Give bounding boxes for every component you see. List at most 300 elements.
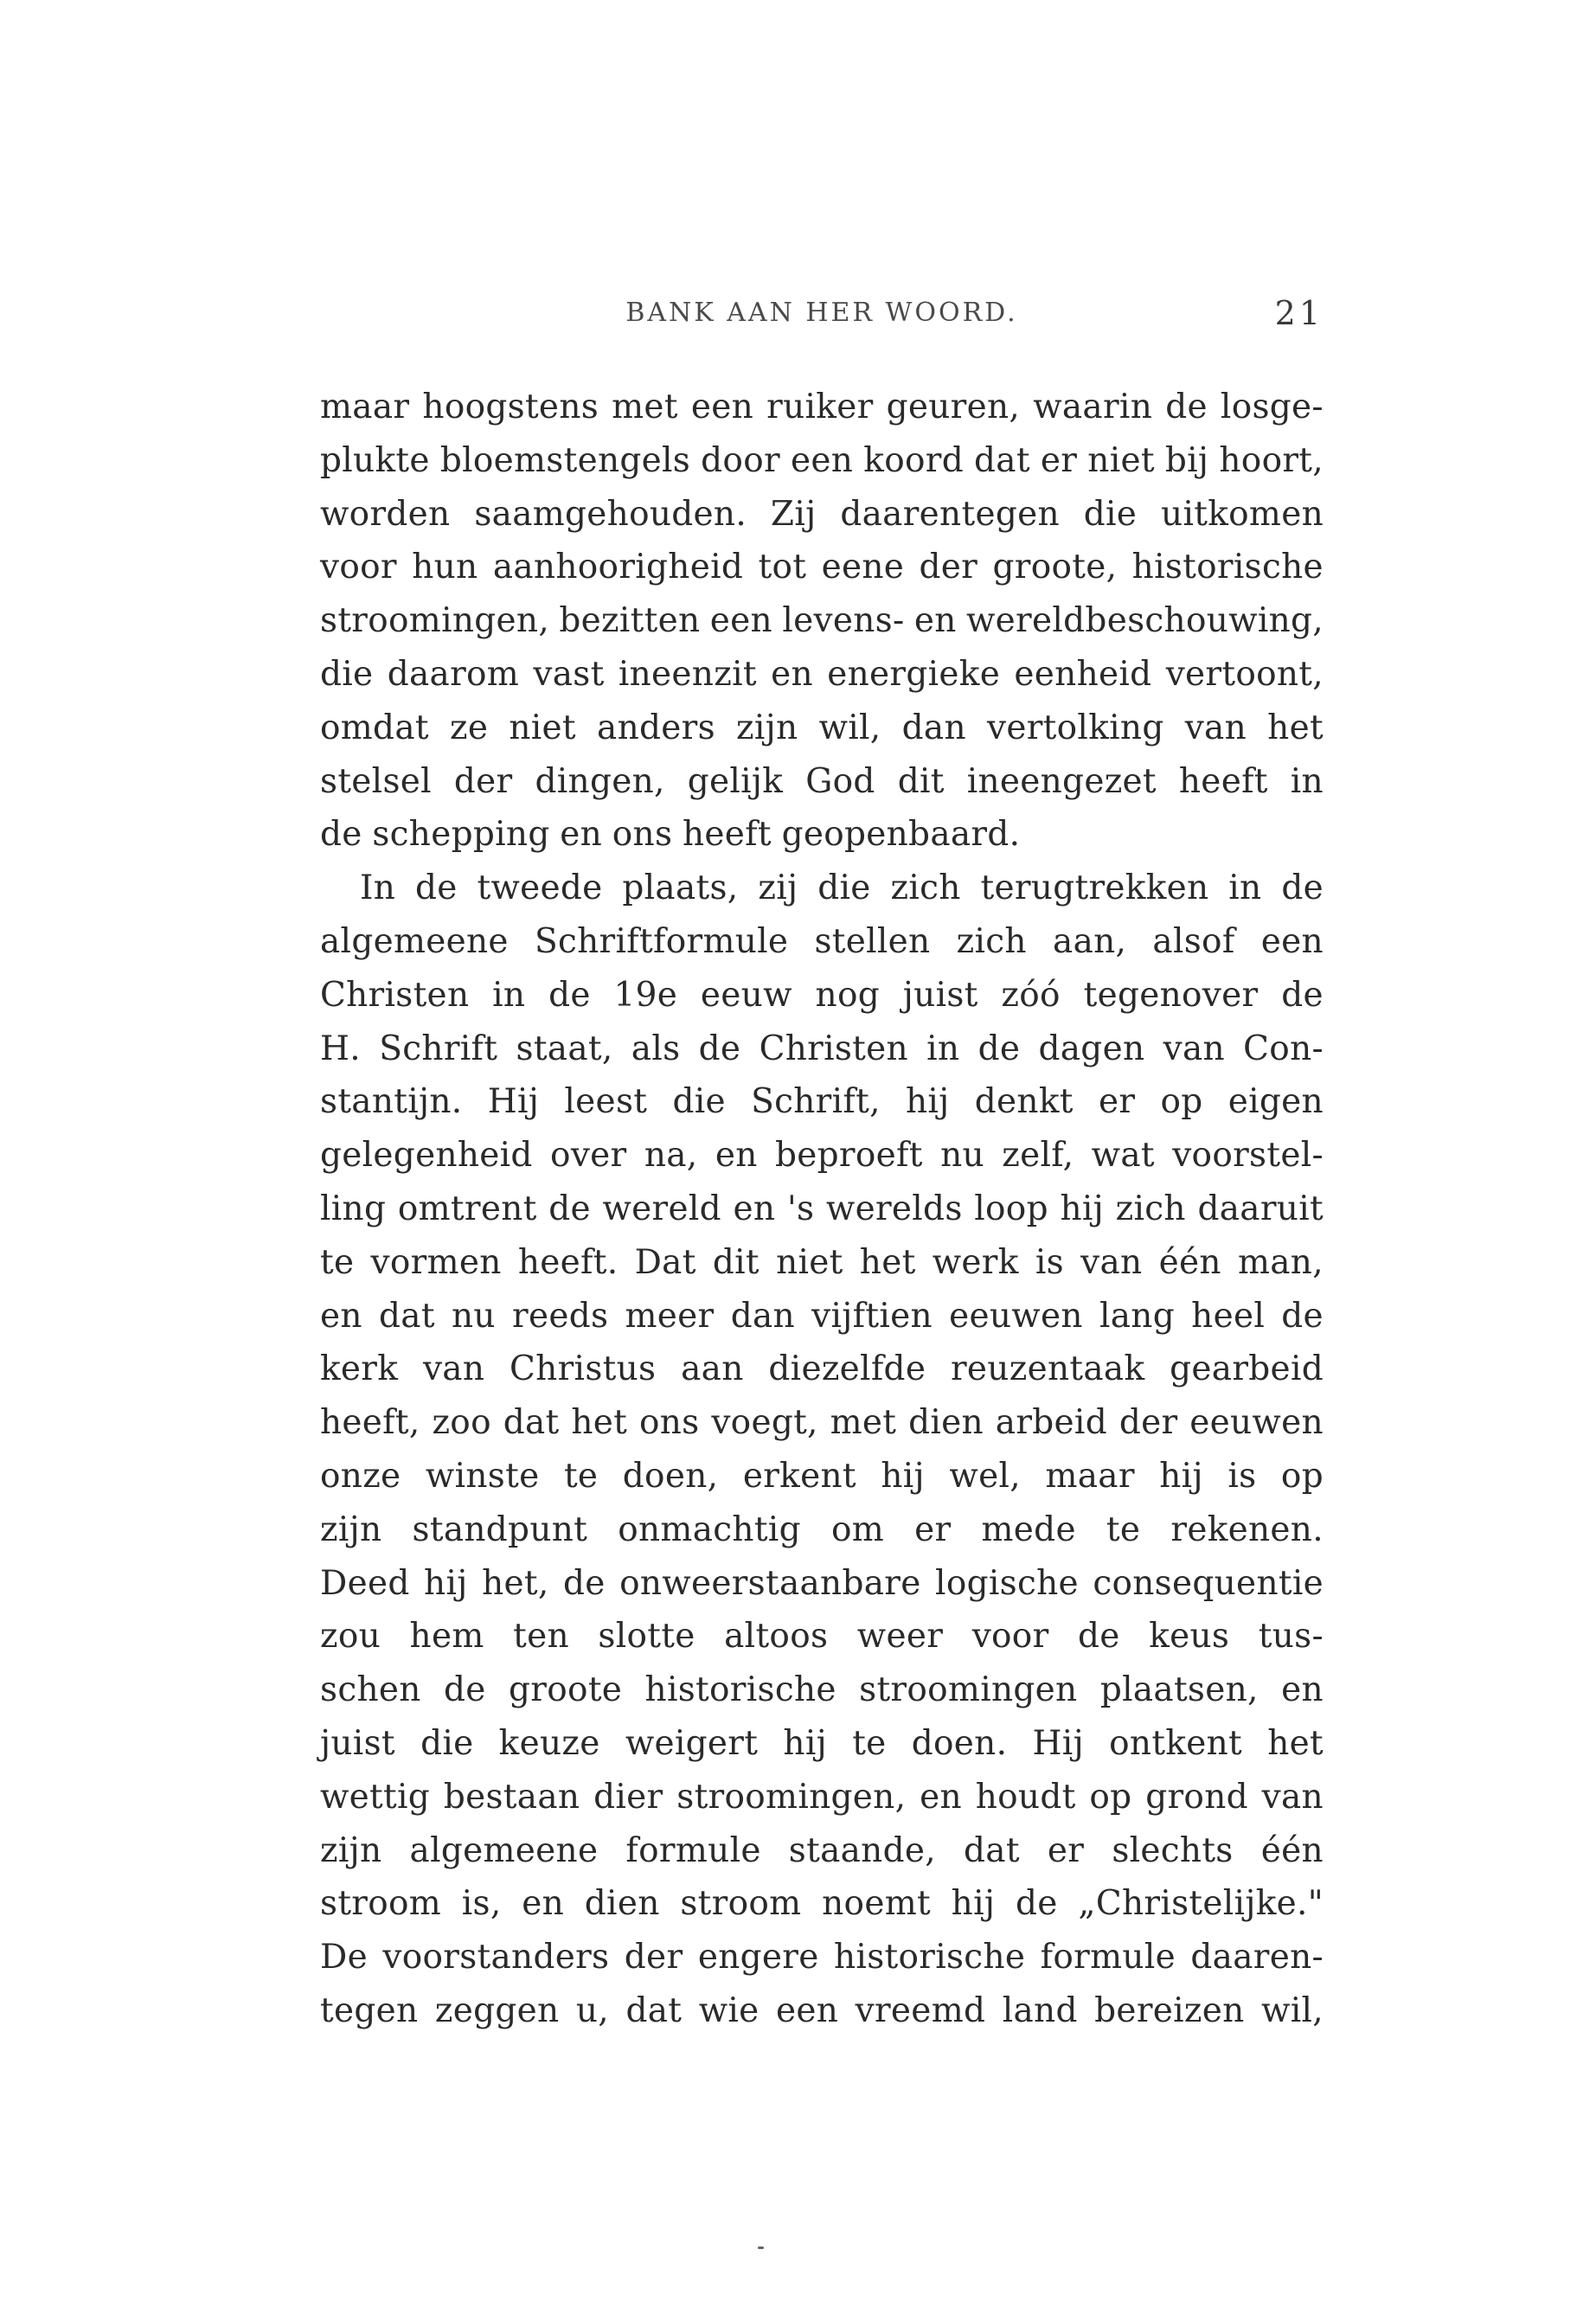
word: heeft xyxy=(682,815,772,855)
word: zoo xyxy=(432,1403,491,1443)
word: en xyxy=(920,1777,962,1817)
word: daarentegen xyxy=(840,494,1060,534)
word: stroom xyxy=(680,1884,802,1924)
word: rekenen. xyxy=(1170,1509,1324,1549)
word: de xyxy=(444,1670,486,1710)
word: consequentie xyxy=(1093,1563,1324,1603)
word: dat xyxy=(379,1296,435,1336)
word: in xyxy=(1228,868,1262,908)
word: wie xyxy=(698,1990,760,2030)
text-line xyxy=(320,381,1324,434)
text-line xyxy=(320,488,1324,542)
word: weigert xyxy=(625,1723,759,1763)
word: met xyxy=(612,388,678,426)
word: losge- xyxy=(1220,388,1324,426)
word: zeggen xyxy=(434,1990,560,2030)
word: bij xyxy=(1164,440,1209,480)
word: die xyxy=(320,654,374,694)
word: niet xyxy=(509,708,576,747)
word: wereldbeschouwing, xyxy=(966,601,1324,641)
text-line xyxy=(320,915,1324,969)
word: te xyxy=(320,1242,355,1282)
word: de xyxy=(977,1029,1021,1068)
word: werelds xyxy=(825,1189,963,1228)
word: staat, xyxy=(516,1029,613,1068)
word: u, xyxy=(575,1990,610,2030)
word: stroomingen, xyxy=(676,1777,907,1817)
word: plaatsen, xyxy=(1099,1670,1259,1710)
word: met xyxy=(830,1403,897,1443)
word: wereld xyxy=(602,1189,721,1228)
word: voorstanders xyxy=(382,1938,610,1977)
word: en xyxy=(733,1189,776,1228)
text-line xyxy=(320,702,1324,755)
word: bereizen xyxy=(1094,1990,1245,2030)
text-line xyxy=(320,969,1324,1022)
word: hij xyxy=(1060,1189,1105,1228)
word: plukte xyxy=(320,440,430,480)
word: leest xyxy=(564,1082,648,1122)
word: terugtrekken xyxy=(980,868,1209,908)
word: tweede xyxy=(477,868,603,908)
word: onmachtig xyxy=(618,1509,801,1549)
word: der xyxy=(919,548,978,587)
word: erkent xyxy=(742,1456,856,1496)
word: heeft xyxy=(1178,761,1268,801)
print-speck xyxy=(758,2247,764,2249)
word: anders xyxy=(597,708,715,747)
word: logische xyxy=(935,1563,1079,1603)
word: eenheid xyxy=(1014,654,1152,694)
word: dan xyxy=(901,708,966,747)
word: engere xyxy=(697,1938,819,1977)
word: hij xyxy=(881,1456,925,1496)
word: omdat xyxy=(320,708,429,747)
text-line xyxy=(320,1290,1324,1343)
word: wettig xyxy=(320,1777,431,1817)
word: één xyxy=(1260,1830,1324,1870)
word: zelf, xyxy=(1002,1136,1074,1176)
word: is xyxy=(1227,1456,1257,1496)
word: de xyxy=(1165,388,1208,426)
word: door xyxy=(701,440,780,480)
word: de xyxy=(414,868,458,908)
word: dat xyxy=(625,1990,683,2030)
word: geopenbaard. xyxy=(781,815,1021,855)
word: voegt, xyxy=(711,1403,818,1443)
word: dat xyxy=(503,1403,560,1443)
text-line xyxy=(320,1877,1324,1931)
word: arbeid xyxy=(995,1403,1107,1443)
word: het, xyxy=(482,1563,549,1603)
word: Zij xyxy=(770,494,817,534)
word: doen. xyxy=(911,1723,1008,1763)
word: De xyxy=(320,1938,368,1977)
word: dat xyxy=(974,440,1030,480)
word: God xyxy=(805,761,875,801)
word: meer xyxy=(625,1296,715,1336)
word: worden xyxy=(320,494,451,534)
word: Dat xyxy=(634,1242,696,1282)
word: zijn xyxy=(320,1830,382,1870)
word: niet xyxy=(776,1242,843,1282)
running-title: BANK AAN HER WOORD. xyxy=(625,298,1018,328)
word: zich xyxy=(956,921,1027,961)
text-line xyxy=(320,1557,1324,1611)
word: heel xyxy=(1191,1296,1266,1336)
word: Christen xyxy=(759,1029,908,1068)
word: hoort, xyxy=(1219,440,1324,480)
text-line xyxy=(320,1610,1324,1663)
word: geuren, xyxy=(886,388,1021,426)
text-line xyxy=(320,1450,1324,1503)
word: reuzentaak xyxy=(950,1349,1145,1389)
word: dingen, xyxy=(535,761,665,801)
word: groote, xyxy=(992,548,1118,587)
word: waarin xyxy=(1033,388,1153,426)
word: over xyxy=(550,1136,627,1176)
word: zijn xyxy=(736,708,798,747)
word: wat xyxy=(1091,1136,1155,1176)
word: één xyxy=(1158,1242,1221,1282)
word: der xyxy=(1118,1403,1178,1443)
word: heeft. xyxy=(517,1242,619,1282)
word: „Christelijke." xyxy=(1078,1884,1324,1924)
word: een xyxy=(709,601,772,641)
word: diezelfde xyxy=(768,1349,926,1389)
word: reeds xyxy=(512,1296,609,1336)
word: man, xyxy=(1237,1242,1324,1282)
word: standpunt xyxy=(412,1509,588,1549)
word: de xyxy=(320,815,362,855)
word: onze xyxy=(320,1456,401,1496)
word: onweerstaanbare xyxy=(619,1563,921,1603)
word: dier xyxy=(593,1777,663,1817)
word: tus- xyxy=(1258,1617,1324,1657)
word: tot xyxy=(758,548,807,587)
word: zich xyxy=(1115,1189,1186,1228)
word: beproeft xyxy=(775,1136,923,1176)
word: staande, xyxy=(788,1830,936,1870)
word: hij xyxy=(783,1723,828,1763)
word: daaruit xyxy=(1197,1189,1324,1228)
word: stroomingen xyxy=(859,1670,1078,1710)
word: een xyxy=(1260,921,1324,961)
word: tegen xyxy=(320,1990,419,2030)
word: energieke xyxy=(827,654,1001,694)
word: 's xyxy=(786,1189,815,1228)
word: en xyxy=(522,1884,565,1924)
text-line xyxy=(320,1771,1324,1824)
word: stroomingen, xyxy=(320,601,550,641)
word: die xyxy=(817,868,871,908)
word: tegenover xyxy=(1083,975,1259,1015)
word: te xyxy=(852,1723,887,1763)
word: in xyxy=(492,975,526,1015)
text-line xyxy=(320,1824,1324,1878)
word: daarom xyxy=(387,654,520,694)
word: voorstel- xyxy=(1172,1136,1324,1176)
word: land xyxy=(1002,1990,1078,2030)
word: te xyxy=(563,1456,599,1496)
word: Schrift, xyxy=(751,1082,881,1122)
word: niet xyxy=(1087,440,1155,480)
word: dat xyxy=(964,1830,1020,1870)
word: ten xyxy=(513,1617,569,1657)
word: ineengezet xyxy=(966,761,1157,801)
word: nog xyxy=(815,975,880,1015)
word: koord xyxy=(863,440,964,480)
word: dan xyxy=(730,1296,795,1336)
word: alsof xyxy=(1152,921,1235,961)
word: er xyxy=(1040,440,1078,480)
word: Hij xyxy=(487,1082,540,1122)
word: de xyxy=(1281,868,1324,908)
word: zijn xyxy=(320,1509,382,1549)
text-line xyxy=(320,1503,1324,1557)
word: zich xyxy=(890,868,961,908)
word: het xyxy=(571,1403,628,1443)
word: stellen xyxy=(814,921,931,961)
word: van xyxy=(422,1349,485,1389)
word: der xyxy=(624,1938,683,1977)
word: dien xyxy=(908,1403,984,1443)
word: keus xyxy=(1149,1617,1230,1657)
word: kerk xyxy=(320,1349,399,1389)
word: de xyxy=(548,1189,591,1228)
text-line xyxy=(320,1663,1324,1717)
word: na, xyxy=(644,1136,698,1176)
word: is, xyxy=(461,1884,502,1924)
word: de xyxy=(1078,1617,1120,1657)
word: van xyxy=(1261,1777,1324,1817)
word: H. xyxy=(320,1029,362,1068)
word: die xyxy=(672,1082,726,1122)
word: grond xyxy=(1145,1777,1248,1817)
word: ze xyxy=(449,708,489,747)
word: wel, xyxy=(949,1456,1021,1496)
word: hoogstens xyxy=(422,388,599,426)
word: ons xyxy=(612,815,673,855)
word: van xyxy=(1163,1029,1225,1068)
word: een xyxy=(690,388,754,426)
word: wil, xyxy=(1261,1990,1324,2030)
text-line xyxy=(320,1343,1324,1396)
word: algemeene xyxy=(409,1830,599,1870)
text-line xyxy=(320,1022,1324,1076)
text-line xyxy=(320,1129,1324,1183)
word: het xyxy=(859,1242,916,1282)
word: hij xyxy=(1159,1456,1203,1496)
word: hem xyxy=(409,1617,484,1657)
word: de xyxy=(1281,975,1324,1015)
word: nu xyxy=(451,1296,496,1336)
word: om xyxy=(830,1509,884,1549)
word: 19e xyxy=(613,975,678,1015)
word: werk xyxy=(932,1242,1019,1282)
word: gelijk xyxy=(687,761,784,801)
word: daaren- xyxy=(1190,1938,1324,1977)
text-line xyxy=(320,1931,1324,1984)
word: dit xyxy=(712,1242,760,1282)
word: saamgehouden. xyxy=(474,494,747,534)
body-text xyxy=(320,381,1324,2038)
word: op xyxy=(1160,1082,1203,1122)
word: eeuwen xyxy=(1189,1403,1324,1443)
word: bestaan xyxy=(443,1777,580,1817)
word: juist xyxy=(902,975,978,1015)
word: Hij xyxy=(1032,1723,1084,1763)
word: ruiker xyxy=(766,388,874,426)
word: hij xyxy=(905,1082,950,1122)
word: aan, xyxy=(1053,921,1127,961)
word: als xyxy=(631,1029,681,1068)
word: Con- xyxy=(1243,1029,1324,1068)
word: levens- xyxy=(782,601,905,641)
word: gelegenheid xyxy=(320,1136,533,1176)
word: gearbeid xyxy=(1170,1349,1324,1389)
text-line xyxy=(320,1183,1324,1236)
word: altoos xyxy=(724,1617,829,1657)
word: heeft, xyxy=(320,1403,420,1443)
word: eigen xyxy=(1227,1082,1324,1122)
word: Christus xyxy=(510,1349,657,1389)
word: groote xyxy=(509,1670,623,1710)
word: aan xyxy=(681,1349,744,1389)
word: schen xyxy=(320,1670,421,1710)
word: voor xyxy=(971,1617,1049,1657)
word: bezitten xyxy=(559,601,701,641)
word: hun xyxy=(412,548,478,587)
word: te xyxy=(1106,1509,1141,1549)
word: is xyxy=(1035,1242,1064,1282)
word: die xyxy=(1083,494,1138,534)
word: een xyxy=(791,440,854,480)
word: doen, xyxy=(622,1456,719,1496)
word: vertoont, xyxy=(1165,654,1324,694)
word: in xyxy=(1290,761,1324,801)
word: eeuwen xyxy=(949,1296,1083,1336)
word: der xyxy=(453,761,513,801)
word: vertolking xyxy=(987,708,1164,747)
word: vast xyxy=(533,654,605,694)
word: formule xyxy=(1040,1938,1176,1977)
word: Christen xyxy=(320,975,470,1015)
word: en xyxy=(913,601,957,641)
word: ling xyxy=(320,1189,387,1228)
word: schepping xyxy=(372,815,550,855)
word: Schriftformule xyxy=(534,921,789,961)
word: formule xyxy=(625,1830,761,1870)
word: nu xyxy=(940,1136,984,1176)
text-line xyxy=(320,648,1324,702)
word: winste xyxy=(425,1456,540,1496)
word: hij xyxy=(951,1884,996,1924)
word: noemt xyxy=(822,1884,931,1924)
word: stantijn. xyxy=(320,1082,463,1122)
text-line xyxy=(320,755,1324,809)
word: maar xyxy=(1045,1456,1135,1496)
word: historische xyxy=(1131,548,1324,587)
word: een xyxy=(776,1990,839,2030)
word: houdt xyxy=(975,1777,1076,1817)
word: loop xyxy=(974,1189,1048,1228)
word: hij xyxy=(424,1563,468,1603)
word: ontkent xyxy=(1109,1723,1243,1763)
word: zóó xyxy=(1001,975,1061,1015)
word: vijftien xyxy=(811,1296,933,1336)
word: en xyxy=(771,654,813,694)
word: bloemstengels xyxy=(439,440,691,480)
text-line xyxy=(320,1236,1324,1290)
word: vreemd xyxy=(855,1990,986,2030)
word: ons xyxy=(638,1403,700,1443)
word: denkt xyxy=(974,1082,1074,1122)
word: In xyxy=(360,868,396,908)
word: zou xyxy=(320,1617,381,1657)
word: en xyxy=(560,815,603,855)
word: historische xyxy=(644,1670,836,1710)
word: eeuw xyxy=(700,975,792,1015)
word: het xyxy=(1267,1723,1324,1763)
word: de xyxy=(562,1563,606,1603)
word: Deed xyxy=(320,1563,410,1603)
word: de xyxy=(1015,1884,1058,1924)
text-line xyxy=(320,1396,1324,1450)
word: de xyxy=(548,975,591,1015)
word: slotte xyxy=(598,1617,695,1657)
word: die xyxy=(420,1723,474,1763)
word: wil, xyxy=(818,708,881,747)
word: stelsel xyxy=(320,761,432,801)
word: op xyxy=(1089,1777,1132,1817)
word: er xyxy=(1047,1830,1085,1870)
word: het xyxy=(1267,708,1324,747)
word: dagen xyxy=(1038,1029,1145,1068)
word: en xyxy=(715,1136,758,1176)
word: historische xyxy=(834,1938,1026,1977)
word: de xyxy=(698,1029,741,1068)
word: voor xyxy=(320,548,397,587)
text-line xyxy=(320,1984,1324,2038)
word: juist xyxy=(320,1723,395,1763)
word: Schrift xyxy=(379,1029,498,1068)
word: ineenzit xyxy=(618,654,757,694)
text-line xyxy=(320,434,1324,488)
running-head xyxy=(320,294,1324,337)
word: maar xyxy=(320,388,410,426)
text-line xyxy=(320,808,1324,862)
word: er xyxy=(1098,1082,1136,1122)
word: de xyxy=(1281,1296,1324,1336)
word: plaats, xyxy=(622,868,739,908)
text-line xyxy=(320,862,1324,915)
text-line xyxy=(320,594,1324,648)
word: dit xyxy=(897,761,945,801)
word: lang xyxy=(1099,1296,1175,1336)
text-line xyxy=(320,541,1324,594)
word: zij xyxy=(758,868,798,908)
word: algemeene xyxy=(320,921,509,961)
word: van xyxy=(1184,708,1247,747)
word: en xyxy=(1281,1670,1324,1710)
word: omtrent xyxy=(397,1189,537,1228)
word: dien xyxy=(584,1884,660,1924)
page-number: 21 xyxy=(1274,294,1324,332)
word: op xyxy=(1280,1456,1324,1496)
word: mede xyxy=(981,1509,1076,1549)
text-line xyxy=(320,1075,1324,1129)
